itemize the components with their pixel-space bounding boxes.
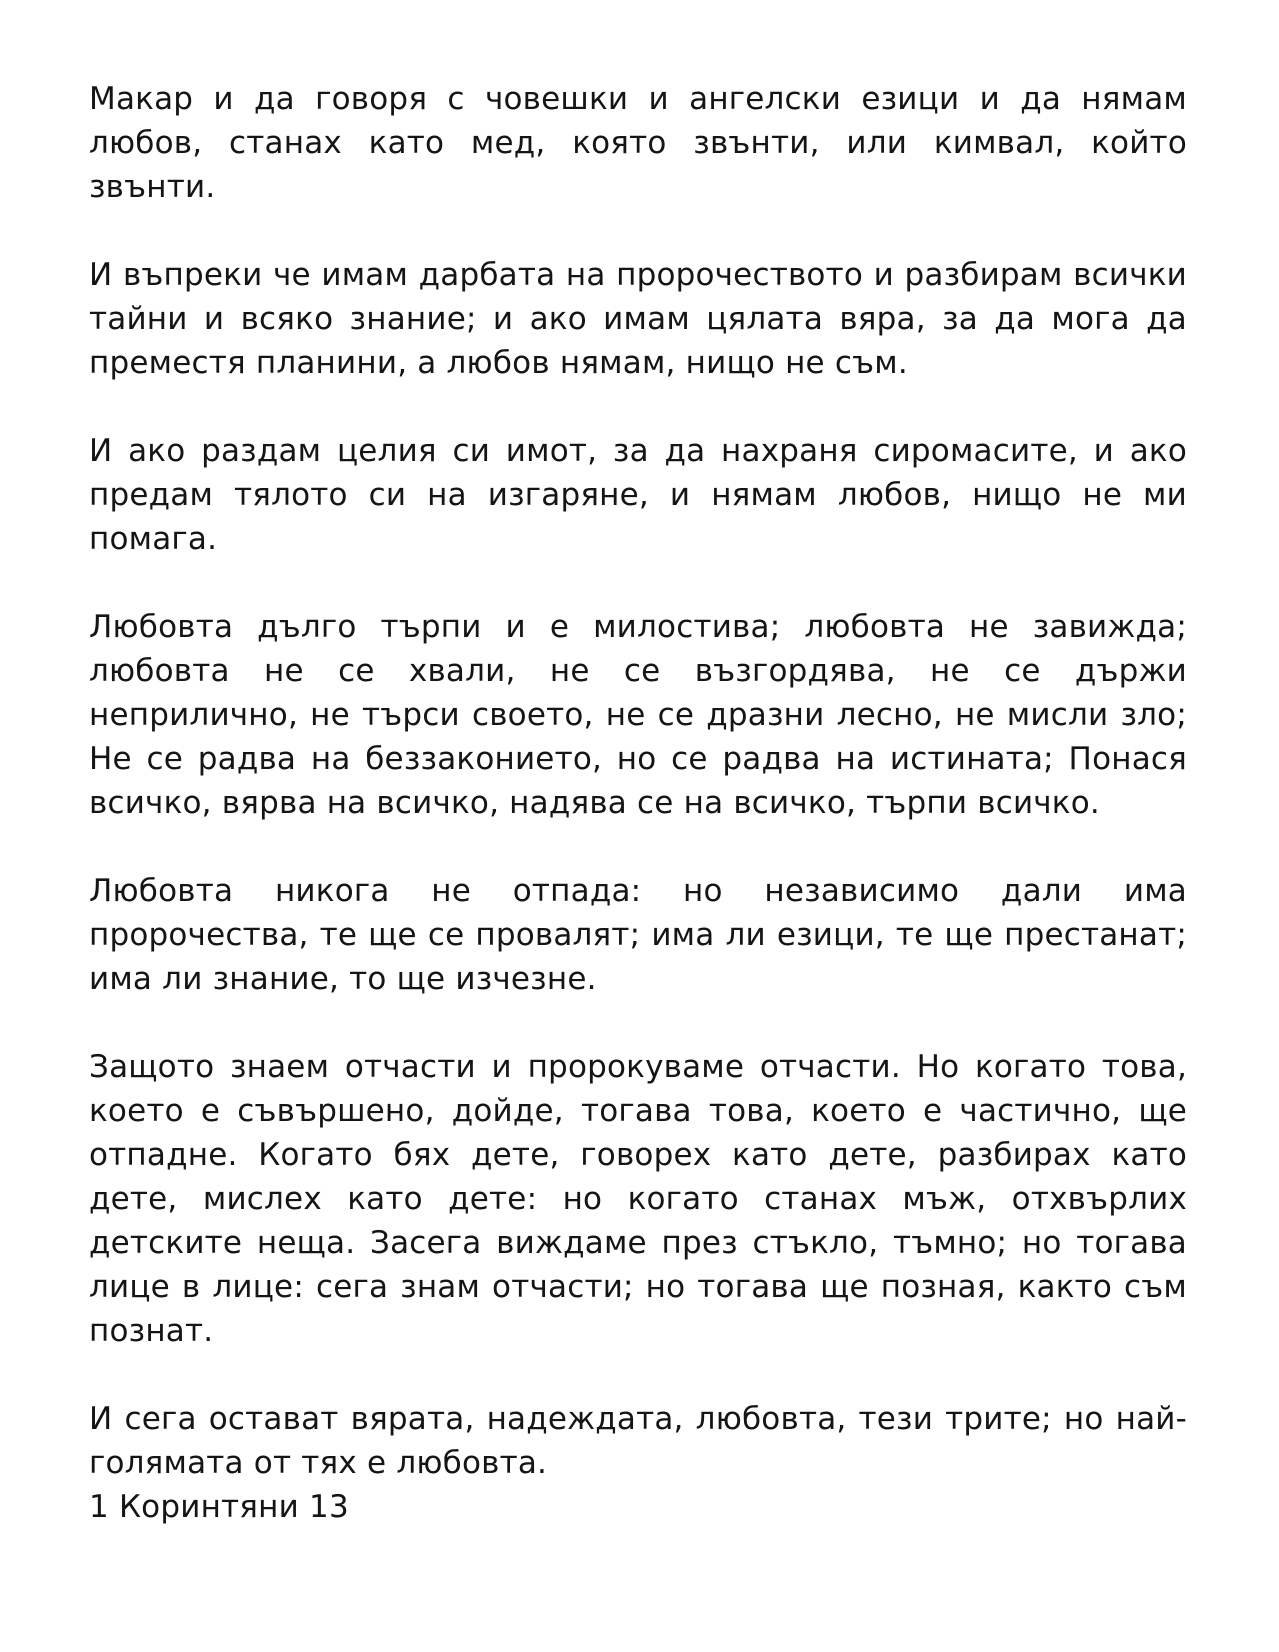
paragraph-7: И сега остават вярата, надеждата, любовта, тези трите; но най-голямата от тях е любовта. [89,1401,1187,1481]
paragraph-3: И ако раздам целия си имот, за да нахраня сиромасите, и ако предам тялото си на изгаряне, и нямам любов, нищо не ми помага. [89,433,1187,557]
paragraph-2: И въпреки че имам дарбата на пророчеството и разбирам всички тайни и всяко знание; и ако имам цялата вяра, за да мога да преместя планини, а любов нямам, нищо не съм. [89,257,1187,381]
paragraph-4: Любовта дълго търпи и е милостива; любовта не завижда; любовта не се хвали, не се възгордява, не се държи неприлично, не търси своето, не се дразни лесно, не мисли зло; Не се радва на беззаконието, но се радва на истината; Понася всичко, вярва на всичко, надява се на всичко, търпи всичко. [89,609,1187,821]
paragraph-1: Макар и да говоря с човешки и ангелски езици и да нямам любов, станах като мед, която звънти, или кимвал, който звънти. [89,81,1187,205]
scripture-reference: 1 Коринтяни 13 [89,1489,349,1525]
paragraph-6: Защото знаем отчасти и пророкуваме отчасти. Но когато това, което е съвършено, дойде, тогава това, което е частично, ще отпадне. Когато бях дете, говорех като дете, разбирах като дете, мислех като дете: но когато станах мъж, отхвърлих детските неща. Засега виждаме през стъкло, тъмно; но тогава лице в лице: сега знам отчасти; но тогава ще позная, както съм познат. [89,1049,1187,1349]
paragraph-5: Любовта никога не отпада: но независимо дали има пророчества, те ще се провалят; има ли езици, те ще престанат; има ли знание, то ще изчезне. [89,873,1187,997]
document-page [89,77,1187,1529]
